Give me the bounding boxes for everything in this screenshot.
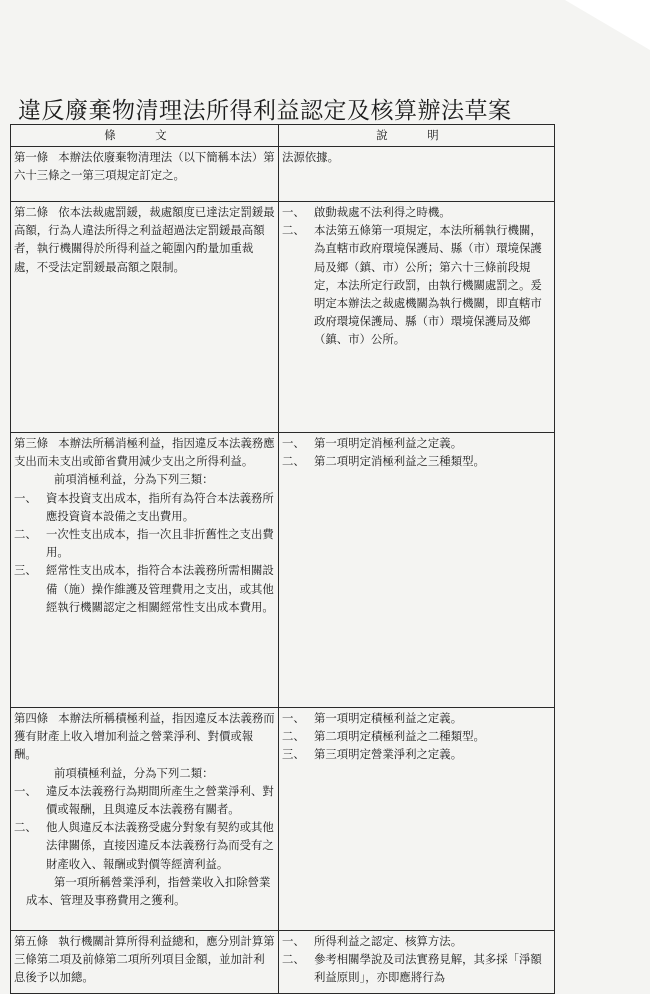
article-cell [11, 147, 279, 202]
article-cell [11, 931, 279, 994]
article-text [14, 932, 275, 987]
article-list-item [14, 489, 275, 525]
item-number: 三、 [282, 747, 305, 762]
table-header-row [11, 125, 555, 147]
document-title: 違反廢棄物清理法所得利益認定及核算辦法草案 [18, 98, 512, 124]
item-text: 他人與違反本法義務受處分對象有契約或其他法律關係，直接因違反本法義務行為而受有之財產收入、報酬或對價等經濟利益。 [46, 820, 274, 871]
page-corner-fold [565, 0, 650, 50]
item-number: 一、 [14, 490, 37, 505]
explanation-item [282, 709, 551, 727]
explanation-item [282, 745, 551, 763]
article-label: 第五條 [14, 934, 49, 948]
article-row [11, 931, 555, 994]
article-list-item [14, 782, 275, 818]
article-body: 本辦法所稱積極利益，指因違反本法義務而獲有財產上收入增加利益之營業淨利、對價或報酬。 [14, 711, 275, 762]
item-number: 二、 [282, 952, 305, 967]
article-text [14, 434, 275, 470]
item-text: 法源依據。 [282, 150, 339, 164]
explanation-cell [279, 708, 555, 931]
item-text: 第一項明定積極利益之定義。 [314, 711, 463, 725]
item-text: 經常性支出成本，指符合本法義務所需相關設備（施）操作維護及管理費用之支出，或其他經執行機關認定之相關經常性支出成本費用。 [46, 563, 274, 614]
item-text: 資本投資支出成本，指所有為符合本法義務所應投資資本設備之支出費用。 [46, 490, 274, 523]
explanation-cell [279, 433, 555, 708]
item-number: 一、 [282, 436, 305, 450]
article-paragraph: 前項積極利益，分為下列二類： [54, 765, 214, 780]
explanation-cell [279, 931, 555, 994]
item-text: 第一項明定消極利益之定義。 [314, 436, 463, 450]
article-row [11, 433, 555, 708]
item-text: 參考相關學說及司法實務見解，其多採「淨額利益原則」，亦即應將行為 [314, 952, 542, 985]
explanation-item [282, 434, 551, 452]
explanation-item [282, 148, 551, 166]
article-list-item [14, 818, 275, 873]
article-row [11, 708, 555, 931]
item-text: 違反本法義務行為期間所產生之營業淨利、對價或報酬，且與違反本法義務有關者。 [46, 783, 274, 817]
item-text: 所得利益之認定、核算方法。 [314, 934, 463, 948]
explanation-item [282, 452, 551, 470]
article-cell [11, 433, 279, 708]
article-label: 第一條 [14, 150, 49, 164]
explanation-item [282, 221, 551, 348]
articles-table [10, 124, 555, 994]
article-body: 本辦法依廢棄物清理法（以下簡稱本法）第六十三條之一第三項規定訂定之。 [14, 150, 275, 183]
article-row [11, 147, 555, 202]
explanation-cell [279, 147, 555, 202]
article-body: 執行機關計算所得利益總和，應分別計算第三條第二項及前條第二項所列項目金額，並加計利息後予以加總。 [14, 934, 275, 985]
article-cell [11, 202, 279, 433]
item-text: 第三項明定營業淨利之定義。 [314, 747, 463, 762]
column-header-article: 條 文 [11, 125, 279, 147]
item-number: 一、 [282, 205, 305, 219]
item-number: 二、 [282, 729, 305, 744]
article-label: 第二條 [14, 205, 49, 219]
item-number: 一、 [282, 711, 305, 725]
item-text: 第二項明定積極利益之二種類型。 [314, 729, 485, 744]
explanation-item [282, 950, 551, 986]
item-text: 一次性支出成本，指一次且非折舊性之支出費用。 [46, 527, 274, 560]
item-number: 二、 [282, 454, 305, 469]
article-row [11, 202, 555, 433]
item-number: 三、 [14, 563, 37, 578]
article-cell [11, 708, 279, 931]
article-text [14, 203, 275, 276]
article-text [14, 148, 275, 184]
item-number: 一、 [14, 783, 37, 798]
article-label: 第四條 [14, 711, 49, 725]
explanation-cell [279, 202, 555, 433]
article-list-item [14, 525, 275, 561]
item-text: 第二項明定消極利益之三種類型。 [314, 454, 485, 469]
item-number: 二、 [14, 527, 37, 542]
item-text: 啟動裁處不法利得之時機。 [314, 205, 451, 219]
item-number: 二、 [282, 223, 305, 238]
article-label: 第三條 [14, 436, 49, 450]
article-paragraph: 前項消極利益，分為下列三類： [54, 472, 214, 487]
article-body: 本辦法所稱消極利益，指因違反本法義務應支出而未支出或節省費用減少支出之所得利益。 [14, 436, 275, 469]
item-number: 一、 [282, 934, 305, 948]
explanation-item [282, 727, 551, 745]
article-body: 依本法裁處罰鍰，裁處額度已達法定罰鍰最高額，行為人違法所得之利益超過法定罰鍰最高額者，執行機關得於所得利益之範圍內酌量加重裁處，不受法定罰鍰最高額之限制。 [14, 205, 275, 274]
article-list-item [14, 561, 275, 616]
explanation-item [282, 932, 551, 950]
article-paragraph: 第一項所稱營業淨利，指營業收入扣除營業成本、管理及事務費用之獲利。 [26, 874, 271, 908]
article-text [14, 709, 275, 764]
column-header-explanation: 說 明 [279, 125, 555, 147]
item-text: 本法第五條第一項規定，本法所稱執行機關，為直轄市政府環境保護局、縣（市）環境保護局及鄉（鎮、市）公所；第六十三條前段規定，本法所定行政罰，由執行機關處罰之。爰明定本辦法之裁處機關為執行機關，即直轄市政府環境保護局、縣（市）環境保護局及鄉（鎮、市）公所。 [314, 223, 542, 347]
explanation-item [282, 203, 551, 221]
item-number: 二、 [14, 820, 37, 835]
